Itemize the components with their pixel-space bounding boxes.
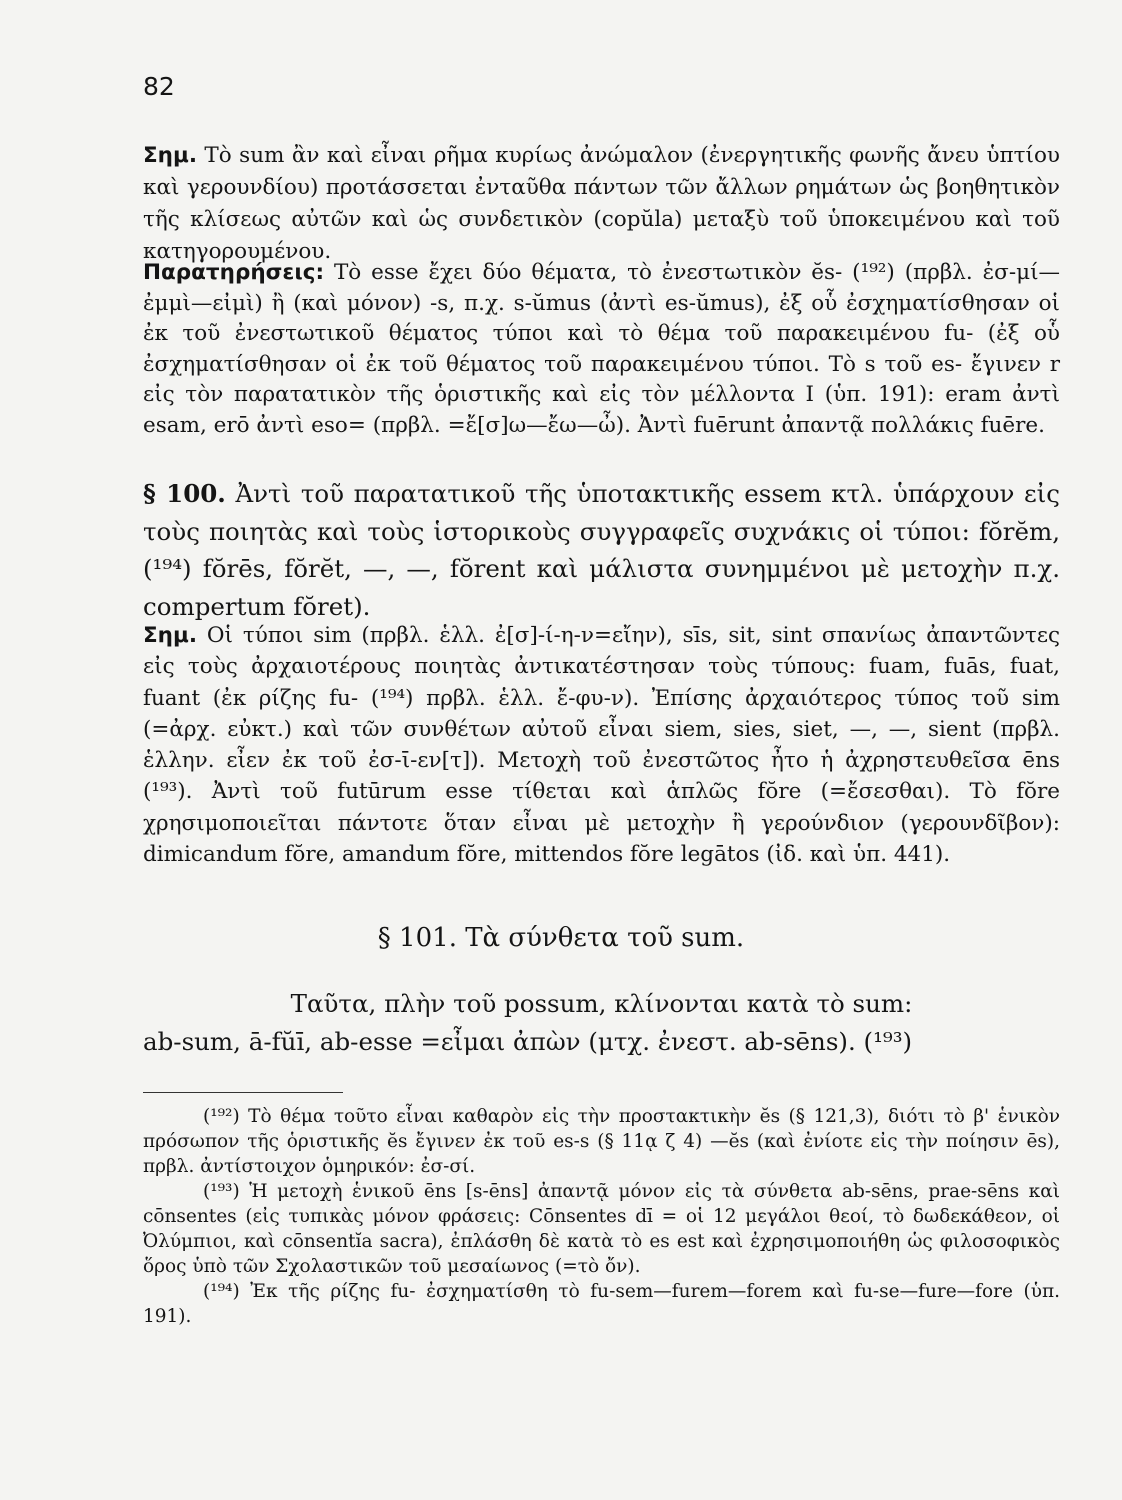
note-paragraph-2 — [143, 620, 1060, 870]
page-number: 82 — [143, 72, 175, 101]
section-100-text: Ἀντὶ τοῦ παρατατικοῦ τῆς ὑποτακτικῆς essem κτλ. ὑπάρχουν εἰς τοὺς ποιητὰς καὶ τοὺς ἱστορικοὺς συγγραφεῖς συχνάκις οἱ τύποι: fŏrĕm, (¹⁹⁴) fŏrēs, fŏrĕt, —, —, fŏrent καὶ μάλιστα συνημμένοι μὲ μετοχὴν π.χ. compertum fŏret). — [143, 479, 1060, 621]
section-100 — [143, 475, 1060, 625]
note-text: Οἱ τύποι sim (πρβλ. ἑλλ. ἐ[σ]-ί-η-ν=εἴην), sīs, sit, sint σπανίως ἀπαντῶντες εἰς τοὺς ἀρχαιοτέρους ποιητὰς ἀντικατέστησαν τοὺς τύπους: fuam, fuās, fuat, fuant (ἐκ ρίζης fu- (¹⁹⁴) πρβλ. ἑλλ. ἔ-φυ-ν). Ἐπίσης ἀρχαιότερος τύπος τοῦ sim (=ἀρχ. εὐκτ.) καὶ τῶν συνθέτων αὐτοῦ εἶναι siem, sies, siet, —, —, sient (πρβλ. ἑλλην. εἶεν ἐκ τοῦ ἐσ-ῑ-εν[τ]). Μετοχὴ τοῦ ἐνεστῶτος ἦτο ἡ ἀχρηστευθεῖσα ēns (¹⁹³). Ἀντὶ τοῦ futūrum esse τίθεται καὶ ἁπλῶς fŏre (=ἔσεσθαι). Τὸ fŏre χρησιμοποιεῖται πάντοτε ὅταν εἶναι μὲ μετοχὴν ἢ γερούνδιον (γερουνδῖβον): dimicandum fŏre, amandum fŏre, mittendos fŏre legātos (ἰδ. καὶ ὑπ. 441). — [143, 623, 1060, 868]
observations-paragraph — [143, 258, 1060, 441]
footnote-divider — [143, 1092, 343, 1093]
section-101-heading: § 101. Τὰ σύνθετα τοῦ sum. — [377, 923, 745, 953]
note-text: Τὸ sum ἂν καὶ εἶναι ρῆμα κυρίως ἀνώμαλον (ἐνεργητικῆς φωνῆς ἄνευ ὑπτίου καὶ γερουνδίου) προτάσσεται ἐνταῦθα πάντων τῶν ἄλλων ρημάτων ὡς βοηθητικὸν τῆς κλίσεως αὐτῶν καὶ ὡς συνδετικὸν (copŭla) μεταξὺ τοῦ ὑποκειμένου καὶ τοῦ κατηγορουμένου. — [143, 143, 1060, 264]
section-100-mark: § 100. — [143, 479, 226, 508]
section-101-body — [143, 985, 1060, 1061]
note-label: Σημ. — [143, 143, 197, 168]
footnote-194: (¹⁹⁴) Ἐκ τῆς ρίζης fu- ἐσχηματίσθη τὸ fu-sem—furem—forem καὶ fu-se—fure—fore (ὑπ. 191). — [143, 1281, 1060, 1327]
footnote-192: (¹⁹²) Τὸ θέμα τοῦτο εἶναι καθαρὸν εἰς τὴν προστακτικὴν ĕs (§ 121,3), διότι τὸ β' ἑνικὸν πρόσωπον τῆς ὁριστικῆς ĕs ἔγινεν ἐκ τοῦ es-s (§ 11ᾳ ζ 4) —ĕs (καὶ ἐνίοτε εἰς τὴν ποίησιν ēs), πρβλ. ἀντίστοιχον ὁμηρικόν: ἐσ-σί. — [143, 1106, 1060, 1177]
note-paragraph-1 — [143, 140, 1060, 268]
section-101-line-1: Ταῦτα, πλὴν τοῦ possum, κλίνονται κατὰ τὸ sum: — [290, 989, 913, 1018]
footnote-193: (¹⁹³) Ἡ μετοχὴ ἑνικοῦ ēns [s-ēns] ἀπαντᾷ μόνον εἰς τὰ σύνθετα ab-sēns, prae-sēns καὶ cōnsentes (εἰς τυπικὰς μόνον φράσεις: Cōnsentes dī = οἱ 12 μεγάλοι θεοί, τὸ δωδεκάθεον, οἱ Ὀλύμπιοι, καὶ cōnsentĭa sacra), ἐπλάσθη δὲ κατὰ τὸ es est καὶ ἐχρησιμοποιήθη ὡς φιλοσοφικὸς ὅρος ὑπὸ τῶν Σχολαστικῶν τοῦ μεσαίωνος (=τὸ ὄν). — [143, 1181, 1060, 1277]
observations-text: Τὸ esse ἔχει δύο θέματα, τὸ ἐνεστωτικὸν ĕs- (¹⁹²) (πρβλ. ἐσ-μί—ἐμμὶ—εἰμὶ) ἢ (καὶ μόνον) -s, π.χ. s-ŭmus (ἀντὶ es-ŭmus), ἐξ οὗ ἐσχηματίσθησαν οἱ ἐκ τοῦ ἐνεστωτικοῦ θέματος τύποι καὶ τὸ θέμα τοῦ παρακειμένου fu- (ἐξ οὗ ἐσχηματίσθησαν οἱ ἐκ τοῦ θέματος τοῦ παρακειμένου τύποι. Τὸ s τοῦ es- ἔγινεν r εἰς τὸν παρατατικὸν τῆς ὁριστικῆς καὶ εἰς τὸν μέλλοντα I (ὑπ. 191): eram ἀντὶ esam, erō ἀντὶ eso= (πρβλ. =ἔ[σ]ω—ἔω—ὦ). Ἀντὶ fuērunt ἀπαντᾷ πολλάκις fuēre. — [143, 260, 1060, 438]
footnotes — [143, 1104, 1060, 1329]
observations-label: Παρατηρήσεις: — [143, 260, 325, 285]
section-101-line-2: ab-sum, ā-fŭī, ab-esse =εἶμαι ἀπὼν (μτχ. ἐνεστ. ab-sēns). (¹⁹³) — [143, 1027, 913, 1056]
note-label: Σημ. — [143, 623, 197, 648]
